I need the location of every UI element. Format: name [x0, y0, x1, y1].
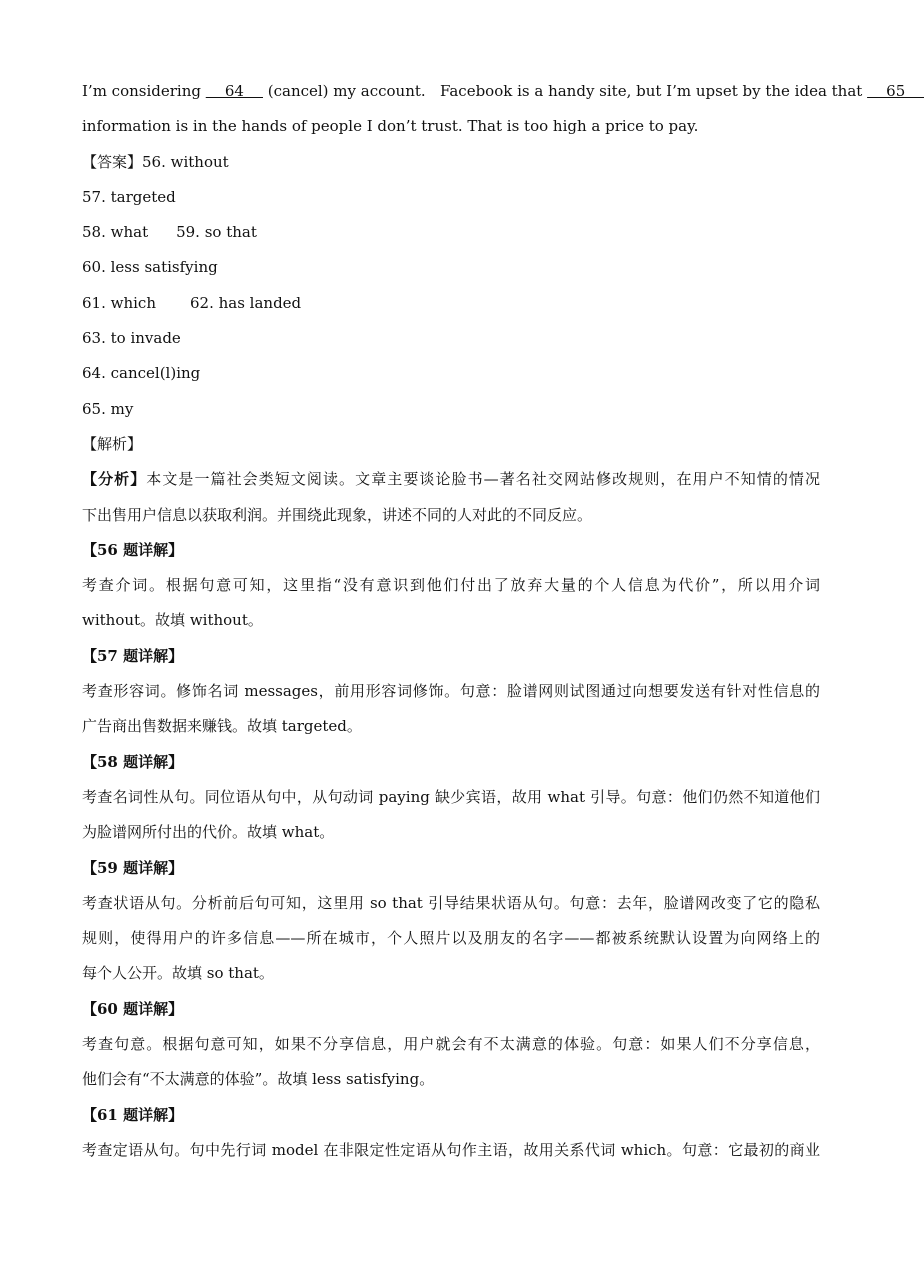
- analysis-label: 【解析】: [82, 434, 143, 453]
- detail-line: 考查名词性从句。同位语从句中，从句动词 paying 缺少宾语，故用 what 引导。句意：他们仍然不知道他们: [82, 787, 820, 806]
- detail-line: 考查形容词。修饰名词 messages，前用形容词修饰。句意：脸谱网则试图通过向想要发送有针对性信息的: [82, 682, 820, 701]
- detail-line: 每个人公开。故填 so that。: [82, 964, 274, 983]
- detail-heading-61: 【61 题详解】: [82, 1105, 184, 1124]
- detail-line: 广告商出售数据来赚钱。故填 targeted。: [82, 717, 362, 736]
- answer-60: 60. less satisfying: [82, 258, 218, 277]
- blank-65: 65: [867, 82, 924, 100]
- analysis-summary-line: 下出售用户信息以获取利润。并围绕此现象，讲述不同的人对此的不同反应。: [82, 505, 593, 524]
- analysis-summary-line: [82, 462, 820, 497]
- summary-text: 本文是一篇社会类短文阅读。文章主要谈论脸书—著名社交网站修改规则，在用户不知情的情况: [146, 470, 820, 489]
- answer-line: [82, 145, 820, 180]
- passage-line: information is in the hands of people I don’t trust. That is too high a price to pay.: [82, 117, 699, 136]
- summary-label: 【分析】: [82, 470, 147, 489]
- answer-58: 58. what: [82, 223, 149, 242]
- detail-heading-56: 【56 题详解】: [82, 540, 184, 559]
- answer-64: 64. cancel(l)ing: [82, 364, 201, 383]
- passage-line: [82, 74, 924, 109]
- detail-heading-58: 【58 题详解】: [82, 752, 184, 771]
- blank-64: 64: [205, 82, 263, 100]
- detail-heading-59: 【59 题详解】: [82, 858, 184, 877]
- answer-label: 【答案】: [82, 152, 143, 171]
- detail-line: without。故填 without。: [82, 611, 263, 630]
- answer-65: 65. my: [82, 399, 134, 418]
- answer-line: [82, 286, 820, 321]
- detail-line: 考查句意。根据句意可知，如果不分享信息，用户就会有不太满意的体验。句意：如果人们不分享信息，: [82, 1035, 820, 1054]
- answer-61: 61. which: [82, 293, 156, 312]
- detail-line: 考查定语从句。句中先行词 model 在非限定性定语从句作主语，故用关系代词 which。句意：它最初的商业: [82, 1140, 820, 1159]
- answer-62: 62. has landed: [189, 293, 302, 312]
- detail-line: 规则，使得用户的许多信息——所在城市，个人照片以及朋友的名字——都被系统默认设置为向网络上的: [82, 929, 820, 948]
- detail-line: 他们会有“不太满意的体验”。故填 less satisfying。: [82, 1070, 435, 1089]
- detail-line: 为脸谱网所付出的代价。故填 what。: [82, 823, 335, 842]
- passage-text: I’m considering: [82, 82, 206, 100]
- passage-text: (cancel) my account. Facebook is a handy site, but I’m upset by the idea that: [262, 82, 868, 100]
- answer-57: 57. targeted: [82, 187, 176, 206]
- answer-63: 63. to invade: [82, 329, 181, 348]
- detail-heading-60: 【60 题详解】: [82, 999, 184, 1018]
- detail-line: 考查状语从句。分析前后句可知，这里用 so that 引导结果状语从句。句意：去年，脸谱网改变了它的隐私: [82, 893, 820, 912]
- detail-heading-57: 【57 题详解】: [82, 646, 184, 665]
- answer-line: [82, 215, 820, 250]
- detail-line: 考查介词。根据句意可知，这里指“没有意识到他们付出了放弃大量的个人信息为代价”，所以用介词: [82, 576, 820, 595]
- answer-56: 56. without: [142, 152, 229, 171]
- answer-59: 59. so that: [176, 223, 257, 242]
